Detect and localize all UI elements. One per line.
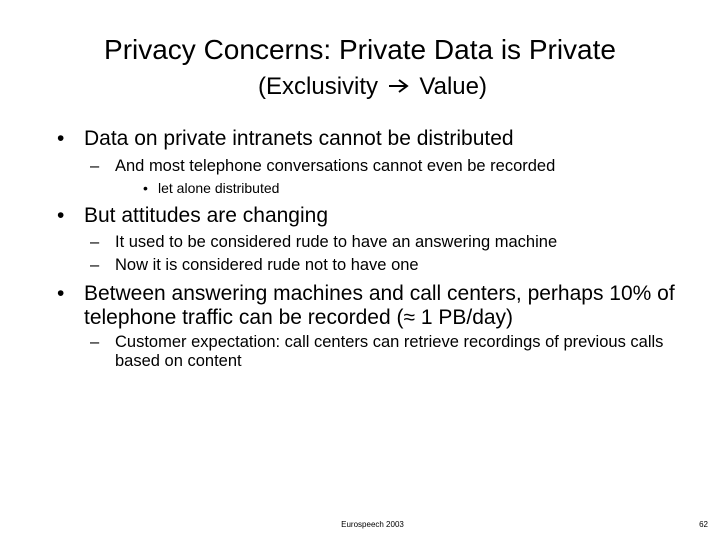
bullet-text: Between answering machines and call centers, perhaps 10% of telephone traffic can be recorded (≈ 1 PB/day) bbox=[84, 282, 675, 329]
sub-bullet-item bbox=[90, 157, 675, 176]
sub-sub-bullet-item bbox=[143, 180, 638, 197]
bullet-item bbox=[57, 204, 694, 228]
subtitle-left: (Exclusivity bbox=[258, 73, 379, 100]
dash-marker: – bbox=[90, 233, 100, 251]
sub-bullet-text: It used to be considered rude to have an answering machine bbox=[115, 233, 558, 251]
bullet-marker: • bbox=[57, 282, 65, 305]
slide-subtitle bbox=[0, 73, 720, 101]
bullet-item bbox=[57, 282, 694, 330]
dash-marker: – bbox=[90, 256, 100, 274]
sub-bullet-item bbox=[90, 233, 675, 252]
page-number: 62 bbox=[699, 520, 708, 529]
sub-bullet-item bbox=[90, 333, 685, 371]
slide-title: Privacy Concerns: Private Data is Private bbox=[104, 34, 616, 65]
dash-marker: – bbox=[90, 157, 100, 175]
footer-conference: Eurospeech 2003 bbox=[341, 520, 404, 529]
sub-sub-bullet-text: let alone distributed bbox=[158, 180, 280, 196]
sub-bullet-text: Now it is considered rude not to have one bbox=[115, 256, 419, 274]
sub-bullet-item bbox=[90, 256, 675, 275]
right-arrow-icon bbox=[385, 77, 413, 95]
sub-bullet-text: Customer expectation: call centers can retrieve recordings of previous calls based on content bbox=[115, 333, 664, 370]
dash-marker: – bbox=[90, 333, 100, 351]
bullet-text: But attitudes are changing bbox=[84, 204, 329, 227]
bullet-marker: • bbox=[57, 204, 65, 227]
bullet-marker: • bbox=[57, 127, 65, 150]
bullet-text: Data on private intranets cannot be distributed bbox=[84, 127, 514, 150]
sub-bullet-text: And most telephone conversations cannot even be recorded bbox=[115, 157, 556, 175]
subtitle-right: Value) bbox=[419, 73, 487, 100]
bullet-item bbox=[57, 127, 694, 151]
bullet-marker: • bbox=[143, 180, 148, 196]
